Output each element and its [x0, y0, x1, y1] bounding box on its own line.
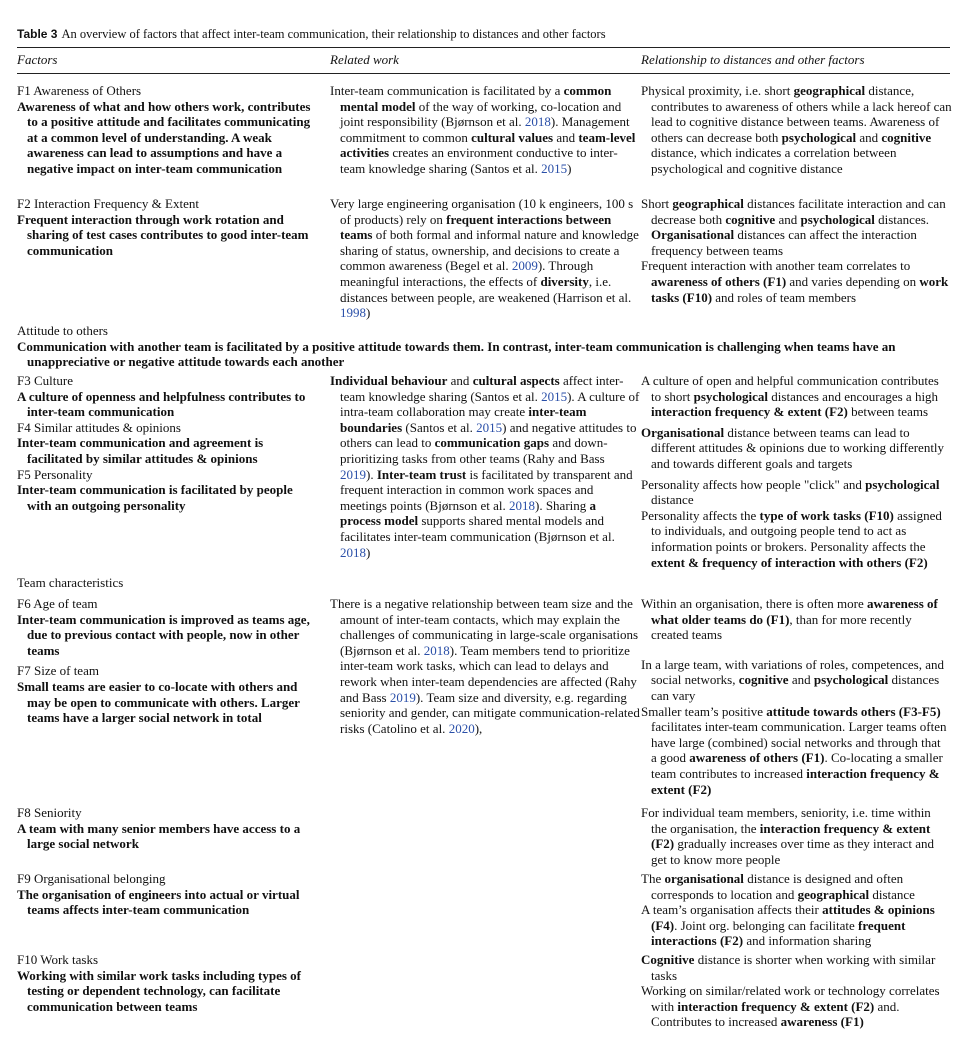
- factor-description: Small teams are easier to co-locate with others and may be open to communicate with others. Larger teams have a larger social network in total: [17, 678, 300, 726]
- factor-title: F9 Organisational belonging: [17, 871, 166, 886]
- table-caption: [17, 27, 606, 42]
- relationship-f10: Cognitive distance is shorter when working with similar tasks Working on similar/related work or technology correlates with interaction frequency & extent (F2) and. Contributes to increased awareness (F1): [641, 952, 940, 1030]
- factor-title: F3 Culture: [17, 373, 73, 388]
- header-factors: Factors: [17, 52, 58, 67]
- header-rule: [17, 73, 950, 74]
- relationship-f6-f7: Within an organisation, there is often more awareness of what older teams do (F1), than for more recently created teams In a large team, with variations of roles, competences, and social networks, cognitive and psychological distances can vary Smaller team’s positive attitude towards others (F3-F5) facilitates inter-team communication. Larger teams often have large (combined) social networks and through that a good awareness of others (F1). Co-locating a smaller team contributes to increased interaction frequency & extent (F2): [641, 596, 947, 797]
- factor-title: F6 Age of team: [17, 596, 98, 611]
- factor-description: Working with similar work tasks including types of testing or dependent technology, can facilitate communication between teams: [17, 967, 302, 1014]
- group-team-characteristics: [17, 575, 949, 591]
- factor-description: Inter-team communication is facilitated by people with an outgoing personality: [17, 482, 293, 513]
- factor-description: Inter-team communication and agreement is facilitated by similar attitudes & opinions: [17, 435, 264, 466]
- top-rule: [17, 47, 950, 48]
- factor-f9: [17, 871, 319, 918]
- header-relationship: Relationship to distances and other factors: [641, 52, 865, 67]
- factors-f3-f5: [17, 373, 319, 513]
- relationship-f1: Physical proximity, i.e. short geographical distance, contributes to awareness of others while a lack hereof can lead to cognitive distance between teams. Awareness of others can decrease both psychological and cognitive distance, which indicates a correlation between psychological and cognitive distance: [641, 83, 952, 176]
- relationship-f8: For individual team members, seniority, i.e. time within the organisation, the interaction frequency & extent (F2) gradually increases over time as they interact and get to know more people: [641, 805, 935, 867]
- group-title: Attitude to others: [17, 323, 108, 338]
- relationship-f3-f5: A culture of open and helpful communication contributes to short psychological distances and encourages a high interaction frequency & extent (F2) between teams Organisational distance between teams can lead to different attitudes & opinions due to working differently and towards different goals and targets Personality affects how people "click" and psychological distance Personality affects the type of work tasks (F10) assigned to individuals, and outgoing people tend to act as information points or brokers. Personality affects the extent & frequency of interaction with others (F2): [641, 373, 945, 570]
- factor-title: F1 Awareness of Others: [17, 83, 142, 98]
- related-work-f3-f5: Individual behaviour and cultural aspects affect inter-team knowledge sharing (Santos et al. 2015). A culture of intra-team collaboration may create inter-team boundaries (Santos et al. 2015) and negative attitudes to others can lead to communication gaps and down-prioritizing tasks from other teams (Rahy and Bass 2019). Inter-team trust is facilitated by transparent and frequent interaction in common work spaces and meetings points (Bjørnson et al. 2018). Sharing a process model supports shared mental models and facilitates inter-team communication (Bjørnson et al. 2018): [330, 373, 640, 560]
- factor-title: F8 Seniority: [17, 805, 82, 820]
- related-work-f6-f7: There is a negative relationship between team size and the amount of inter-team contacts, which may explain the challenges of communicating in large-scale organisations (Bjørnson et al. 2018). Team members tend to prioritize inter-team work tasks, which can lead to delays and rework when inter-team dependencies are affected (Rahy and Bass 2019). Team size and diversity, e.g. regarding seniority and gender, can mitigate communication-related risks (Catolino et al. 2020),: [330, 596, 640, 736]
- factor-description: Inter-team communication is improved as teams age, due to previous contact with people, now in other teams: [17, 611, 310, 658]
- relationship-f2: Short geographical distances facilitate interaction and can decrease both cognitive and psychological distances. Organisational distances can affect the interaction frequency between teams Frequent interaction with another team correlates to awareness of others (F1) and varies depending on work tasks (F10) and roles of team members: [641, 196, 949, 305]
- factor-description: The organisation of engineers into actual or virtual teams affects inter-team communication: [17, 886, 300, 918]
- factor-title: F4 Similar attitudes & opinions: [17, 419, 181, 435]
- group-title: Team characteristics: [17, 575, 124, 590]
- group-description: Communication with another team is facilitated by a positive attitude towards them. In contrast, inter-team communication is challenging when teams have an unappreciative or negative attitude towards each another: [17, 338, 896, 370]
- factors-f6-f7: [17, 596, 319, 726]
- factor-description: A culture of openness and helpfulness contributes to inter-team communication: [17, 388, 306, 420]
- factor-title: F7 Size of team: [17, 663, 99, 679]
- factor-f1: [17, 83, 319, 177]
- factor-title: F10 Work tasks: [17, 952, 99, 967]
- factor-title: F2 Interaction Frequency & Extent: [17, 196, 199, 211]
- relationship-f9: The organisational distance is designed and often corresponds to location and geographical distance A team’s organisation affects their attitudes & opinions (F4). Joint org. belonging can facilitate frequent interactions (F2) and information sharing: [641, 871, 935, 949]
- header-related-work: Related work: [330, 52, 399, 67]
- factor-description: Awareness of what and how others work, contributes to a positive attitude and facilitates communicating at a common level of understanding. A weak awareness can lead to assumptions and have a negative impact on inter-team communication: [17, 98, 311, 176]
- factor-description: Frequent interaction through work rotation and sharing of test cases contributes to good inter-team communication: [17, 211, 309, 258]
- factor-description: A team with many senior members have access to a large social network: [17, 820, 301, 852]
- table-title: An overview of factors that affect inter-team communication, their relationship to distances and other factors: [61, 27, 606, 41]
- group-attitude-to-others: [17, 323, 949, 370]
- factor-f2: [17, 196, 319, 258]
- related-work-f2: Very large engineering organisation (10 k engineers, 100 s of products) rely on frequent interactions between teams of both formal and informal nature and knowledge sharing of status, ownership, and decisions to create a common awareness (Begel et al. 2009). Through meaningful interactions, the effects of diversity, i.e. distances between people, are weakened (Harrison et al. 1998): [330, 196, 639, 321]
- factor-f10: [17, 952, 319, 1014]
- factor-f8: [17, 805, 319, 852]
- table-number: Table 3: [17, 27, 58, 41]
- factor-title: F5 Personality: [17, 466, 93, 482]
- related-work-f1: Inter-team communication is facilitated by a common mental model of the way of working, co-location and joint responsibility (Bjørnson et al. 2018). Management commitment to common cultural values and team-level activities creates an environment conductive to inter-team knowledge sharing (Santos et al. 2015): [330, 83, 636, 176]
